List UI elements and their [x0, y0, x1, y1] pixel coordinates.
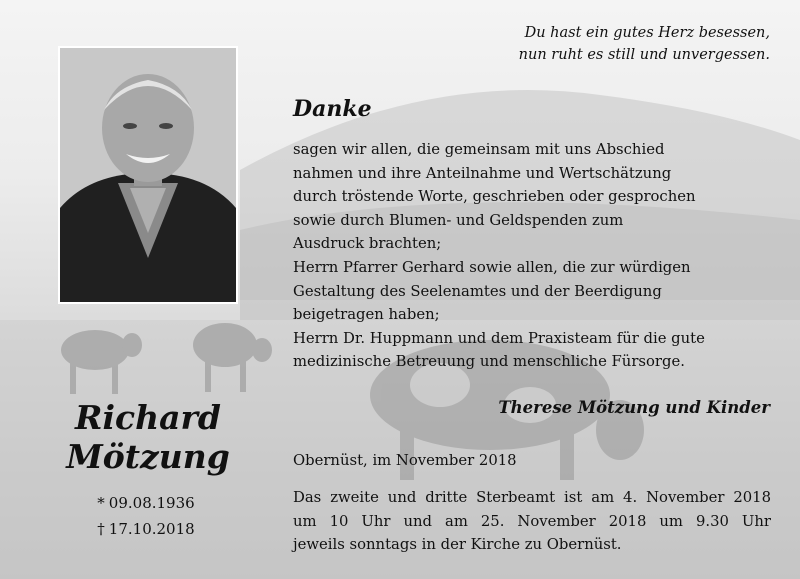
text-line: sowie durch Blumen- und Geldspenden zum [293, 211, 624, 229]
family-signature: Therese Mötzung und Kinder [498, 398, 770, 417]
text-line: sagen wir allen, die gemeinsam mit uns Abschied [293, 141, 665, 158]
birth-star-icon: * [97, 494, 105, 512]
first-name: Richard [75, 398, 221, 437]
memorial-quote [350, 22, 770, 66]
thanks-heading: Danke [293, 96, 372, 122]
text-line: durch tröstende Worte, geschrieben oder gesprochen [293, 188, 696, 206]
life-dates [60, 490, 236, 542]
text-line: Gestaltung des Seelenamtes und der Beerdigung [293, 282, 662, 300]
text-line: jeweils sonntags in der Kirche zu Obernüst. [293, 536, 622, 554]
place-date: Obernüst, im November 2018 [293, 452, 517, 469]
thanks-text [293, 138, 773, 374]
death-cross-icon: † [97, 520, 105, 538]
death-row [60, 516, 236, 542]
text-line: Das zweite und dritte Sterbeamt ist am 4. November 2018 [293, 489, 771, 506]
service-info [293, 486, 771, 557]
text-line: Ausdruck brachten; [293, 235, 442, 253]
text-line: um 10 Uhr und am 25. November 2018 um 9.30 Uhr [293, 512, 771, 530]
text-line: beigetragen haben; [293, 306, 440, 324]
birth-date: 09.08.1936 [108, 494, 195, 512]
quote-line: Du hast ein gutes Herz besessen, [524, 25, 770, 41]
deceased-name [40, 398, 256, 476]
text-line: nahmen und ihre Anteilnahme und Wertschätzung [293, 164, 672, 182]
portrait-photo [58, 46, 238, 304]
birth-row [60, 490, 236, 516]
text-line: medizinische Betreuung und menschliche Fürsorge. [293, 353, 685, 371]
last-name: Mötzung [66, 437, 230, 476]
text-line: Herrn Dr. Huppmann und dem Praxisteam für die gute [293, 329, 705, 347]
death-date: 17.10.2018 [108, 520, 195, 538]
text-line: Herrn Pfarrer Gerhard sowie allen, die zur würdigen [293, 258, 691, 276]
quote-line: nun ruht es still und unvergessen. [518, 47, 770, 63]
